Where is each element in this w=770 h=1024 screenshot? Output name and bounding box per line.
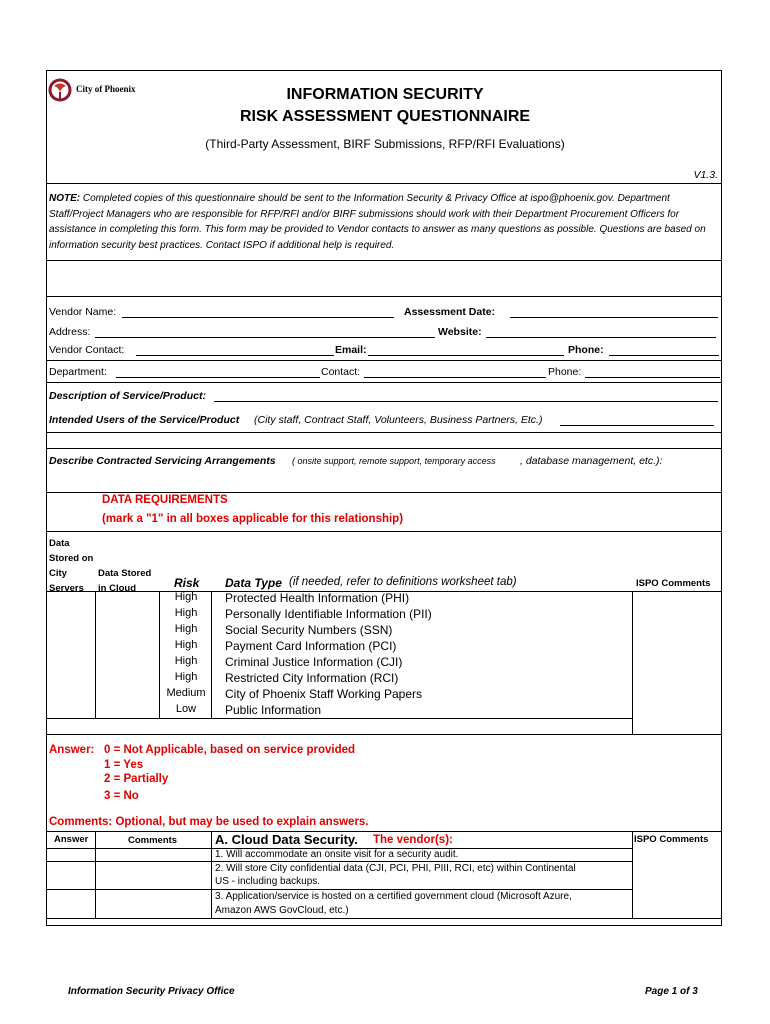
divider — [46, 183, 722, 184]
section-a-title: A. Cloud Data Security. — [215, 832, 358, 847]
answer-option-1: 1 = Yes — [104, 759, 144, 771]
col-risk: Risk — [174, 576, 200, 590]
intended-users-field[interactable] — [560, 414, 714, 426]
col-cloud-line: in Cloud — [98, 583, 136, 594]
col-city-line: Stored on — [49, 553, 94, 564]
data-type-row: Social Security Numbers (SSN) — [225, 623, 393, 637]
grid-line — [211, 831, 212, 918]
data-type-row: Criminal Justice Information (CJI) — [225, 655, 403, 669]
contact-label: Contact: — [321, 366, 361, 378]
phone-field[interactable] — [609, 344, 719, 356]
question-3b: Amazon AWS GovCloud, etc.) — [215, 905, 349, 916]
data-type-row: Protected Health Information (PHI) — [225, 591, 410, 605]
data-requirements-instruction: (mark a "1" in all boxes applicable for this relationship) — [102, 513, 404, 525]
website-label: Website: — [438, 326, 482, 338]
comments-note: Comments: Optional, but may be used to explain answers. — [49, 816, 369, 828]
risk-level: High — [174, 639, 198, 651]
col-data-type: Data Type — [225, 576, 282, 590]
contracted-label: Describe Contracted Servicing Arrangements — [49, 455, 276, 467]
col-data-type-hint: (if needed, refer to definitions worksheet tab) — [289, 576, 517, 588]
col-city-line: City — [49, 568, 67, 579]
vendor-contact-label: Vendor Contact: — [49, 344, 125, 356]
grid-line — [632, 831, 633, 918]
section-a-title-red: The vendor(s): — [373, 834, 453, 846]
vendor-name-label: Vendor Name: — [49, 306, 117, 318]
divider — [46, 296, 722, 297]
col-comments: Comments — [128, 835, 178, 846]
note-block — [49, 191, 719, 253]
answer-option-2: 2 = Partially — [104, 773, 169, 785]
data-type-row: Public Information — [225, 703, 322, 717]
phone2-field[interactable] — [585, 366, 720, 378]
vendor-contact-field[interactable] — [136, 344, 334, 356]
risk-level: Low — [175, 703, 197, 715]
description-field[interactable] — [214, 390, 718, 402]
department-field[interactable] — [116, 366, 320, 378]
vendor-name-field[interactable] — [122, 306, 394, 318]
risk-level: High — [174, 607, 198, 619]
version-label: V1.3. — [693, 169, 718, 181]
col-city-servers — [49, 536, 93, 596]
page-title-line2: RISK ASSESSMENT QUESTIONNAIRE — [239, 108, 531, 125]
grid-line — [46, 861, 633, 862]
address-label: Address: — [49, 326, 91, 338]
page-subtitle: (Third-Party Assessment, BIRF Submissions, RFP/RFI Evaluations) — [205, 137, 565, 151]
grid-line — [95, 831, 96, 918]
divider — [46, 360, 722, 361]
col-city-line: Data — [49, 538, 70, 549]
data-type-row: Payment Card Information (PCI) — [225, 639, 397, 653]
logo-text: City of Phoenix — [76, 84, 136, 94]
department-label: Department: — [49, 366, 107, 378]
divider — [46, 531, 722, 532]
question-2b: US - including backups. — [215, 876, 321, 887]
intended-users-label: Intended Users of the Service/Product — [49, 414, 240, 426]
data-type-row: Restricted City Information (RCI) — [225, 671, 399, 685]
grid-line — [46, 734, 722, 735]
answer-option-0: 0 = Not Applicable, based on service provided — [104, 744, 356, 756]
question-1: 1. Will accommodate an onsite visit for a security audit. — [215, 849, 459, 860]
answer-option-3: 3 = No — [104, 790, 139, 802]
grid-line — [46, 918, 722, 919]
col-ispo-comments-a: ISPO Comments — [634, 834, 709, 845]
page-title-line1: INFORMATION SECURITY — [286, 86, 484, 103]
grid-line — [46, 718, 633, 719]
footer-page: Page 1 of 3 — [645, 986, 698, 997]
assessment-date-label: Assessment Date: — [404, 306, 496, 318]
divider — [46, 260, 722, 261]
contact-field[interactable] — [364, 366, 546, 378]
data-type-row: City of Phoenix Staff Working Papers — [225, 687, 422, 701]
grid-line — [46, 889, 633, 890]
col-cloud-line: Data Stored — [98, 568, 152, 579]
phone-label: Phone: — [568, 344, 604, 356]
question-3a: 3. Application/service is hosted on a certified government cloud (Microsoft Azure, — [215, 891, 572, 902]
col-answer: Answer — [54, 834, 89, 845]
website-field[interactable] — [486, 326, 716, 338]
risk-level: High — [174, 655, 198, 667]
description-label: Description of Service/Product: — [49, 390, 206, 402]
divider — [46, 448, 722, 449]
note-label: NOTE: — [49, 193, 81, 204]
contracted-hint2: , database management, etc.): — [520, 455, 663, 467]
grid-line — [95, 591, 96, 718]
divider — [46, 382, 722, 383]
email-label: Email: — [335, 344, 367, 356]
risk-level: Medium — [166, 687, 206, 699]
col-ispo-comments: ISPO Comments — [636, 578, 711, 589]
risk-level: High — [174, 591, 198, 603]
col-city-line: Servers — [49, 583, 84, 594]
intended-users-hint: (City staff, Contract Staff, Volunteers, Business Partners, Etc.) — [254, 414, 543, 426]
question-2a: 2. Will store City confidential data (CJI, PCI, PHI, PIII, RCI, etc) within Continental — [215, 863, 576, 874]
data-type-row: Personally Identifiable Information (PII) — [225, 607, 432, 621]
assessment-date-field[interactable] — [510, 306, 718, 318]
divider — [46, 432, 722, 433]
grid-line — [46, 831, 722, 832]
contracted-hint: ( onsite support, remote support, temporary access — [292, 456, 496, 466]
phone2-label: Phone: — [548, 366, 582, 378]
risk-level: High — [174, 671, 198, 683]
data-requirements-title: DATA REQUIREMENTS — [102, 494, 228, 506]
address-field[interactable] — [95, 326, 435, 338]
note-text: Completed copies of this questionnaire should be sent to the Information Security & Privacy Office at ispo@phoenix.gov. Department Staff/Project Managers who are responsible for RFP/RFI and/or BIRF submissions should work with their Department Procurement Officers for assistance in completing this form. This form may be provided to Vendor contacts to answer as many questions as possible. Questions are based on information security best practices. Contact ISPO if additional help is required. — [49, 193, 706, 251]
answer-label: Answer: — [49, 744, 95, 756]
risk-level: High — [174, 623, 198, 635]
grid-line — [632, 591, 633, 734]
footer-office: Information Security Privacy Office — [68, 986, 235, 997]
divider — [46, 492, 722, 493]
email-field[interactable] — [368, 344, 564, 356]
